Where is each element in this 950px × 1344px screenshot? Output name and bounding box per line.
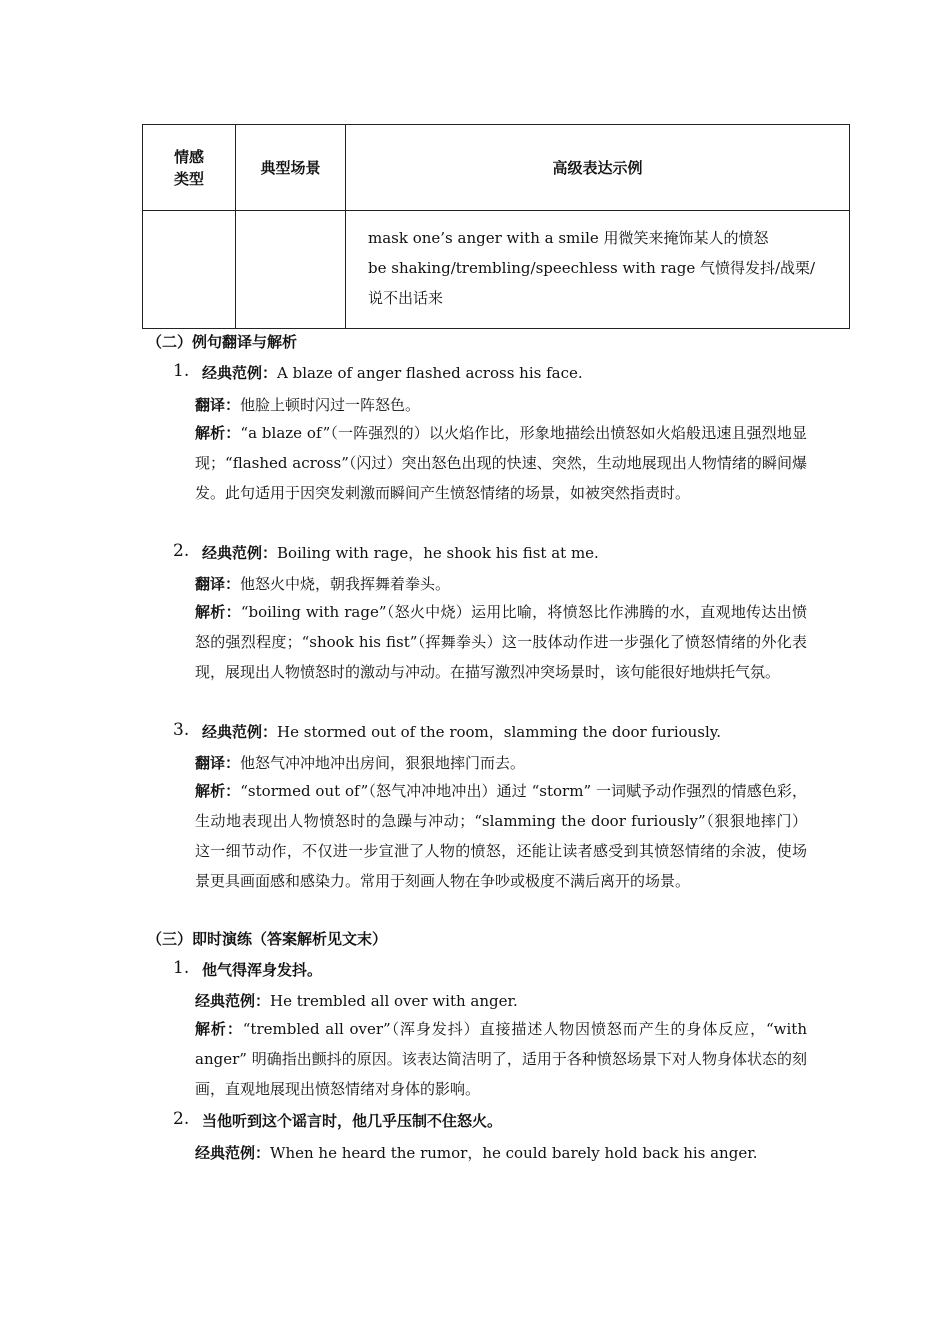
item-number: 1. <box>173 958 190 978</box>
practice-question: 他气得浑身发抖。 <box>202 961 323 979</box>
colon: ： <box>255 1144 271 1162</box>
cell-expressions <box>346 211 850 329</box>
example-line <box>195 990 518 1011</box>
item-number: 3. <box>173 720 190 740</box>
example-line <box>195 1142 758 1163</box>
colon: ： <box>225 603 241 621</box>
translation-text: 他脸上顿时闪过一阵怒色。 <box>240 396 421 414</box>
colon: ： <box>225 424 241 442</box>
analysis-text: “stormed out of”（怒气冲冲地冲出）通过 “storm” 一词赋予动作强烈的情感色彩，生动地表现出人物愤怒时的急躁与冲动；“slamming the door furiously”（狠狠地摔门）这一细节动作，不仅进一步宣泄了人物的愤怒，还能让读者感受到其愤怒情绪的余波，使场景更具画面感和感染力。常用于刻画人物在争吵或极度不满后离开的场景。 <box>195 782 807 890</box>
example-line <box>202 721 721 742</box>
item-number: 2. <box>173 541 190 561</box>
colon: ： <box>262 544 278 562</box>
analysis-text: “trembled all over”（浑身发抖）直接描述人物因愤怒而产生的身体反应，“with anger” 明确指出颤抖的原因。该表达简洁明了，适用于各种愤怒场景下对人物身体状态的刻画，直观地展现出愤怒情绪对身体的影响。 <box>195 1020 807 1098</box>
expression-table <box>142 124 850 329</box>
translation-text: 他怒气冲冲地冲出房间，狠狠地摔门而去。 <box>240 754 526 772</box>
colon: ： <box>225 754 241 772</box>
translation-line <box>195 394 420 415</box>
item-number: 2. <box>173 1109 190 1129</box>
translation-label: 翻译 <box>195 396 226 414</box>
example-line <box>202 362 583 383</box>
example-label: 经典范例 <box>195 992 256 1010</box>
translation-line <box>195 573 450 594</box>
example-text: He stormed out of the room，slamming the door furiously. <box>277 723 722 741</box>
colon: ： <box>262 364 278 382</box>
colon: ： <box>255 992 271 1010</box>
header-advanced-expressions: 高级表达示例 <box>346 125 850 211</box>
section-title-practice: （三）即时演练（答案解析见文末） <box>147 930 388 948</box>
analysis-paragraph <box>195 776 807 896</box>
colon: ： <box>225 396 241 414</box>
example-text: He trembled all over with anger. <box>270 992 518 1010</box>
example-label: 经典范例 <box>195 1144 256 1162</box>
translation-label: 翻译 <box>195 575 226 593</box>
analysis-paragraph <box>195 1014 807 1104</box>
example-text: A blaze of anger flashed across his face. <box>277 364 583 382</box>
header-emotion-type: 情感 类型 <box>143 125 236 211</box>
example-text: Boiling with rage，he shook his fist at me. <box>277 544 599 562</box>
colon: ： <box>226 1020 243 1038</box>
translation-line <box>195 752 525 773</box>
analysis-label: 解析 <box>195 424 226 442</box>
expression-line: mask one’s anger with a smile 用微笑来掩饰某人的愤怒 <box>368 229 769 247</box>
analysis-paragraph <box>195 597 807 687</box>
table-row <box>143 211 850 329</box>
analysis-label: 解析 <box>195 1020 227 1038</box>
analysis-text: “a blaze of”（一阵强烈的）以火焰作比，形象地描绘出愤怒如火焰般迅速且强烈地显现；“flashed across”（闪过）突出怒色出现的快速、突然，生动地展现出人物情绪的瞬间爆发。此句适用于因突发刺激而瞬间产生愤怒情绪的场景，如被突然指责时。 <box>195 424 807 502</box>
expression-line: be shaking/trembling/speechless with rage 气愤得发抖/战栗/说不出话来 <box>368 259 816 307</box>
cell-typical-scene <box>236 211 346 329</box>
translation-label: 翻译 <box>195 754 226 772</box>
example-line <box>202 542 599 563</box>
practice-question: 当他听到这个谣言时，他几乎压制不住怒火。 <box>202 1112 503 1130</box>
colon: ： <box>225 575 241 593</box>
item-number: 1. <box>173 361 190 381</box>
example-label: 经典范例 <box>202 723 263 741</box>
example-text: When he heard the rumor，he could barely hold back his anger. <box>270 1144 758 1162</box>
colon: ： <box>225 782 241 800</box>
colon: ： <box>262 723 278 741</box>
header-typical-scene: 典型场景 <box>236 125 346 211</box>
translation-text: 他怒火中烧，朝我挥舞着拳头。 <box>240 575 451 593</box>
analysis-label: 解析 <box>195 603 226 621</box>
example-label: 经典范例 <box>202 544 263 562</box>
example-label: 经典范例 <box>202 364 263 382</box>
table-header-row <box>143 125 850 211</box>
section-title-translation: （二）例句翻译与解析 <box>147 333 298 351</box>
analysis-paragraph <box>195 418 807 508</box>
analysis-text: “boiling with rage”（怒火中烧）运用比喻，将愤怒比作沸腾的水，直观地传达出愤怒的强烈程度；“shook his fist”（挥舞拳头）这一肢体动作进一步强化了愤怒情绪的外化表现，展现出人物愤怒时的激动与冲动。在描写激烈冲突场景时，该句能很好地烘托气氛。 <box>195 603 807 681</box>
cell-emotion-type <box>143 211 236 329</box>
analysis-label: 解析 <box>195 782 226 800</box>
